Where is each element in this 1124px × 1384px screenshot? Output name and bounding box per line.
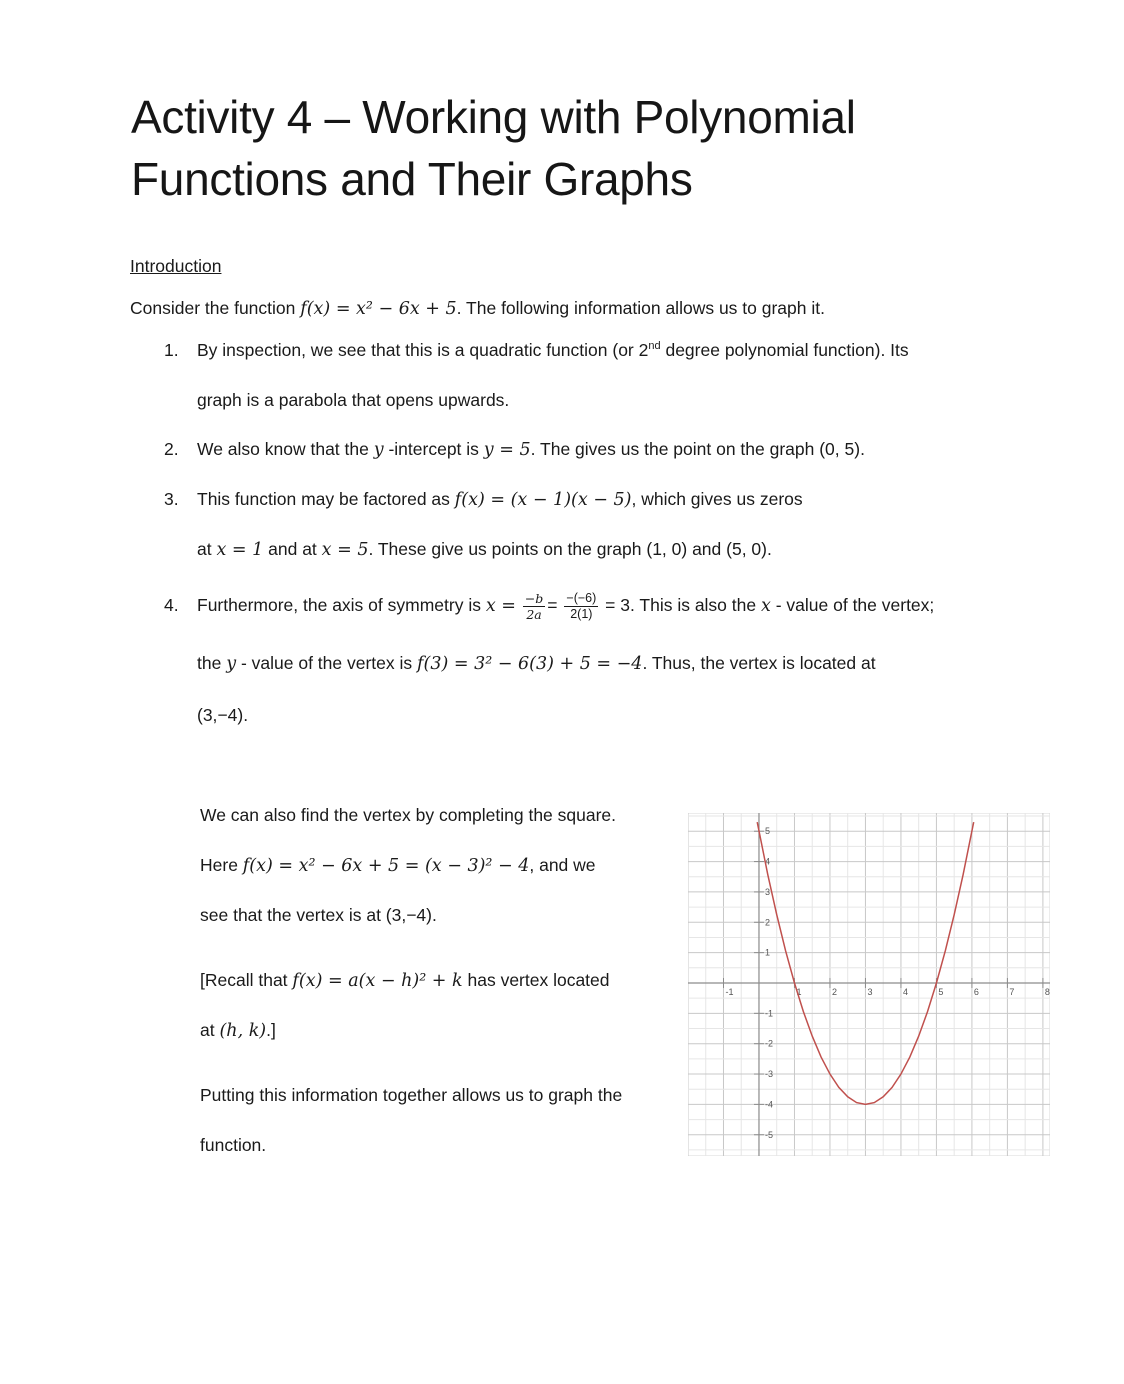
recall-pre: [Recall that — [200, 970, 293, 990]
item-2-math: y = 5 — [483, 440, 531, 460]
item-3-l2-post: . These give us points on the graph (1, 0) and (5, 0). — [368, 539, 772, 559]
cs-l2-post: , and we — [529, 855, 596, 875]
x-tick-label: 3 — [867, 986, 873, 997]
intro-function: f(x) = x² − 6x + 5 — [300, 299, 457, 319]
item-4-line-3: (3,−4). — [197, 705, 249, 725]
item-1-line-2: graph is a parabola that opens upwards. — [197, 390, 510, 410]
y-tick-label: -3 — [764, 1069, 773, 1080]
item-4-l2-mid: - value of the vertex is — [236, 653, 418, 673]
cs-l2-pre: Here — [200, 855, 243, 875]
y-tick-label: 4 — [764, 856, 770, 867]
equals-sign: = — [547, 595, 558, 615]
fraction-neg-b-over-2a — [523, 591, 545, 622]
item-3-l2-pre: at — [197, 539, 217, 559]
x-tick-label: 5 — [938, 986, 944, 997]
y-tick-label: 2 — [764, 917, 770, 928]
item-2-text-post: . The gives us the point on the graph (0, 5). — [530, 439, 865, 459]
item-3-l2-mid: and at — [263, 539, 322, 559]
y-tick-label: -1 — [764, 1008, 773, 1019]
item-2-text-pre: We also know that the — [197, 439, 374, 459]
item-4-text-end: - value of the vertex; — [770, 595, 935, 615]
x-tick-label: -1 — [725, 986, 734, 997]
x-tick-label: 6 — [973, 986, 979, 997]
introduction-heading: Introduction — [130, 256, 222, 276]
fraction-1-denominator: 2a — [526, 606, 542, 622]
item-1-superscript: nd — [648, 340, 661, 353]
complete-square-line-2 — [200, 853, 596, 878]
complete-square-line-1: We can also find the vertex by completing the square. — [200, 805, 617, 825]
item-3-zero-1: x = 1 — [216, 540, 264, 560]
item-4-x-equals: x = — [485, 596, 516, 616]
recall-post: has vertex located — [462, 970, 610, 990]
item-3-text-pre: This function may be factored as — [197, 489, 455, 509]
item-3-factored: f(x) = (x − 1)(x − 5) — [454, 490, 632, 510]
item-3-text-post: , which gives us zeros — [631, 489, 803, 509]
item-4-number: 4. — [164, 595, 179, 615]
x-tick-label: 8 — [1044, 986, 1050, 997]
fraction-neg6-over-2 — [564, 591, 598, 622]
item-3-line-2 — [197, 537, 772, 562]
fraction-2-numerator: −(−6) — [566, 590, 597, 605]
intro-text-post: . The following information allows us to graph it. — [456, 298, 825, 318]
x-tick-label: 2 — [831, 986, 837, 997]
intro-text-pre: Consider the function — [130, 298, 301, 318]
item-4-text-pre: Furthermore, the axis of symmetry is — [197, 595, 486, 615]
y-tick-label: -4 — [764, 1099, 773, 1110]
putting-line-2: function. — [200, 1135, 267, 1155]
x-tick-label: 7 — [1009, 986, 1015, 997]
cs-vertex-form: f(x) = x² − 6x + 5 = (x − 3)² − 4 — [242, 856, 530, 876]
item-2-line — [197, 437, 865, 462]
item-2-var: y — [373, 440, 384, 460]
item-4-l2-pre: the — [197, 653, 227, 673]
recall2-post: .] — [266, 1020, 276, 1040]
intro-sentence — [130, 296, 825, 321]
item-2-text-mid: -intercept is — [383, 439, 484, 459]
item-3-number: 3. — [164, 489, 179, 509]
fraction-1-numerator: −b — [524, 590, 544, 606]
y-tick-label: 5 — [764, 826, 770, 837]
putting-line-1: Putting this information together allows us to graph the — [200, 1085, 623, 1105]
recall-line-1 — [200, 968, 610, 993]
item-3-zero-2: x = 5 — [321, 540, 369, 560]
title-line-2: Functions and Their Graphs — [131, 153, 693, 205]
item-4-l2-post: . Thus, the vertex is located at — [642, 653, 876, 673]
item-4-line-2 — [197, 651, 876, 676]
parabola-graph — [688, 813, 1050, 1156]
item-1-text-pre: By inspection, we see that this is a quadratic function (or 2 — [197, 340, 649, 360]
item-4-vertex-calc: f(3) = 3² − 6(3) + 5 = −4 — [417, 654, 643, 674]
item-3-line-1 — [197, 487, 803, 512]
fraction-2-denominator: 2(1) — [570, 606, 593, 621]
item-4-var-x: x — [760, 596, 771, 616]
title-line-1: Activity 4 – Working with Polynomial — [131, 91, 856, 143]
page-title — [131, 86, 1031, 210]
item-4-line-1 — [197, 582, 934, 629]
item-1-line-1 — [197, 338, 909, 362]
item-4-var-y: y — [226, 654, 237, 674]
y-tick-label: 1 — [764, 947, 770, 958]
recall-formula: f(x) = a(x − h)² + k — [292, 971, 463, 991]
item-2-number: 2. — [164, 439, 179, 459]
item-1-text-post: degree polynomial function). Its — [660, 340, 909, 360]
item-4-text-post: = 3. This is also the — [605, 595, 761, 615]
x-tick-label: 4 — [902, 986, 908, 997]
item-1-number: 1. — [164, 340, 179, 360]
recall2-pre: at — [200, 1020, 220, 1040]
recall-hk: (h, k) — [219, 1021, 267, 1041]
recall-line-2 — [200, 1018, 276, 1043]
y-tick-label: 3 — [764, 886, 770, 897]
y-tick-label: -5 — [764, 1129, 773, 1140]
y-tick-label: -2 — [764, 1038, 773, 1049]
complete-square-line-3: see that the vertex is at (3,−4). — [200, 905, 437, 925]
x-tick-label: 1 — [796, 986, 802, 997]
